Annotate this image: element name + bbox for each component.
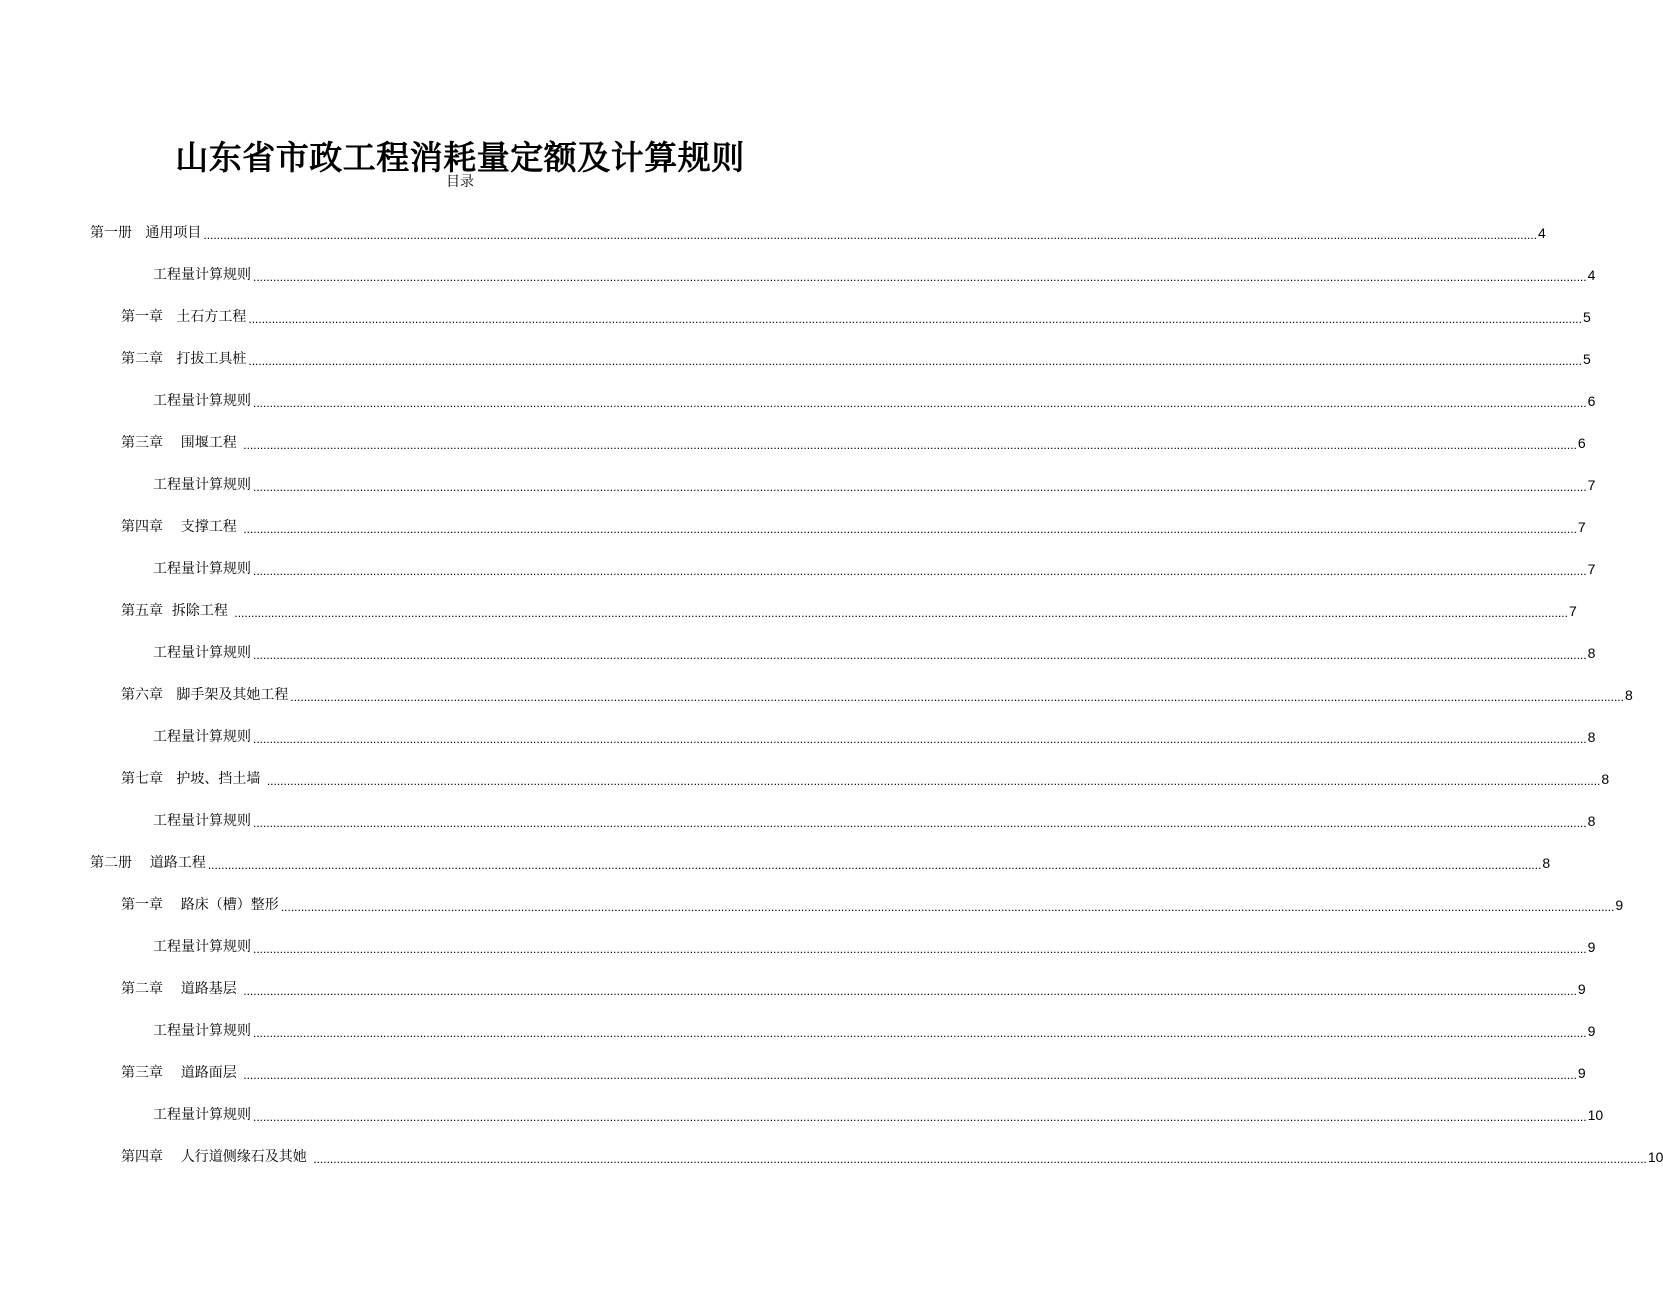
toc-page-number: 9: [1577, 1065, 1586, 1081]
toc-entry-label: 第一册 通用项目: [90, 225, 202, 241]
toc-entry[interactable]: [0, 968, 1586, 1010]
toc-dot-leader: ................................................................................................................................................................................................................................................................................................................................................................................................................: [207, 858, 1542, 872]
toc-entry-label: 第二章 打拔工具桩: [121, 351, 247, 367]
toc-entry[interactable]: [0, 464, 1596, 506]
toc-entry-label: 第二册 道路工程: [90, 855, 206, 871]
toc-entry[interactable]: [0, 800, 1596, 842]
toc-entry-label: 第六章 脚手架及其她工程: [121, 687, 289, 703]
toc-entry-label: 第五章 拆除工程: [121, 603, 233, 619]
toc-entry-label: 工程量计算规则: [153, 1023, 251, 1039]
toc-entry-label: 工程量计算规则: [153, 393, 251, 409]
toc-page-number: 9: [1587, 1023, 1596, 1039]
toc-dot-leader: ................................................................................................................................................................................................................................................................................................................................................................................................................: [253, 396, 1587, 410]
toc-page-number: 5: [1582, 351, 1591, 367]
toc-entry-label: 第四章 人行道侧缘石及其她: [121, 1149, 312, 1165]
toc-entry-label: 工程量计算规则: [153, 813, 251, 829]
toc-entry[interactable]: [0, 842, 1551, 884]
toc-entry-label: 工程量计算规则: [153, 477, 251, 493]
toc-dot-leader: ................................................................................................................................................................................................................................................................................................................................................................................................................: [253, 732, 1587, 746]
toc-page-number: 8: [1542, 855, 1551, 871]
toc-entry[interactable]: [0, 758, 1610, 800]
toc-dot-leader: ................................................................................................................................................................................................................................................................................................................................................................................................................: [253, 564, 1587, 578]
toc-entry-label: 工程量计算规则: [153, 939, 251, 955]
toc-entry-label: 第三章 围堰工程: [121, 435, 242, 451]
toc-entry[interactable]: [0, 254, 1596, 296]
toc-entry-label: 第四章 支撑工程: [121, 519, 242, 535]
toc-page-number: 7: [1587, 561, 1596, 577]
toc-entry[interactable]: [0, 506, 1586, 548]
toc-entry-label: 第一章 路床（槽）整形: [121, 897, 279, 913]
toc-heading: 目录: [446, 174, 474, 190]
toc-dot-leader: ................................................................................................................................................................................................................................................................................................................................................................................................................: [248, 312, 1582, 326]
toc-entry-label: 工程量计算规则: [153, 267, 251, 283]
toc-dot-leader: ................................................................................................................................................................................................................................................................................................................................................................................................................: [253, 270, 1587, 284]
toc-page-number: 8: [1624, 687, 1633, 703]
toc-dot-leader: ................................................................................................................................................................................................................................................................................................................................................................................................................: [290, 690, 1624, 704]
toc-dot-leader: ................................................................................................................................................................................................................................................................................................................................................................................................................: [253, 1110, 1587, 1124]
document-title: 山东省市政工程消耗量定额及计算规则: [175, 138, 745, 178]
toc-entry-label: 第三章 道路面层: [121, 1065, 242, 1081]
toc-entry-label: 第二章 道路基层: [121, 981, 242, 997]
toc-entry[interactable]: [0, 1052, 1586, 1094]
toc-entry[interactable]: [0, 632, 1596, 674]
toc-dot-leader: ................................................................................................................................................................................................................................................................................................................................................................................................................: [248, 354, 1582, 368]
toc-entry[interactable]: [0, 212, 1546, 254]
toc-entry[interactable]: [0, 296, 1591, 338]
toc-dot-leader: ................................................................................................................................................................................................................................................................................................................................................................................................................: [266, 774, 1601, 788]
toc-page-number: 4: [1587, 267, 1596, 283]
toc-dot-leader: ................................................................................................................................................................................................................................................................................................................................................................................................................: [253, 480, 1587, 494]
toc-dot-leader: ................................................................................................................................................................................................................................................................................................................................................................................................................: [243, 438, 1577, 452]
toc-page-number: 5: [1582, 309, 1591, 325]
toc-dot-leader: ................................................................................................................................................................................................................................................................................................................................................................................................................: [243, 522, 1577, 536]
toc-entry-label: 第七章 护坡、挡土墙: [121, 771, 265, 787]
toc-dot-leader: ................................................................................................................................................................................................................................................................................................................................................................................................................: [243, 1068, 1577, 1082]
toc-dot-leader: ................................................................................................................................................................................................................................................................................................................................................................................................................: [203, 228, 1537, 242]
toc-entry[interactable]: [0, 548, 1596, 590]
toc-entry[interactable]: [0, 1094, 1604, 1136]
toc-page-number: 6: [1577, 435, 1586, 451]
toc-page-number: 10: [1587, 1107, 1604, 1123]
toc-page-number: 7: [1577, 519, 1586, 535]
toc-page-number: 9: [1577, 981, 1586, 997]
toc-entry-label: 工程量计算规则: [153, 1107, 251, 1123]
toc-entry-label: 第一章 土石方工程: [121, 309, 247, 325]
toc-dot-leader: ................................................................................................................................................................................................................................................................................................................................................................................................................: [253, 942, 1587, 956]
toc-entry[interactable]: [0, 884, 1624, 926]
toc-page-number: 7: [1587, 477, 1596, 493]
toc-dot-leader: ................................................................................................................................................................................................................................................................................................................................................................................................................: [234, 606, 1568, 620]
table-of-contents: [0, 212, 1663, 1178]
toc-page-number: 8: [1587, 813, 1596, 829]
toc-entry[interactable]: [0, 380, 1596, 422]
toc-page-number: 6: [1587, 393, 1596, 409]
toc-page-number: 9: [1587, 939, 1596, 955]
toc-entry[interactable]: [0, 590, 1577, 632]
toc-page-number: 8: [1587, 645, 1596, 661]
toc-entry[interactable]: [0, 674, 1633, 716]
toc-dot-leader: ................................................................................................................................................................................................................................................................................................................................................................................................................: [243, 984, 1577, 998]
toc-entry[interactable]: [0, 338, 1591, 380]
toc-entry[interactable]: [0, 1136, 1663, 1178]
toc-entry[interactable]: [0, 422, 1586, 464]
toc-dot-leader: ................................................................................................................................................................................................................................................................................................................................................................................................................: [313, 1152, 1647, 1166]
toc-dot-leader: ................................................................................................................................................................................................................................................................................................................................................................................................................: [280, 900, 1615, 914]
toc-entry[interactable]: [0, 926, 1596, 968]
toc-page-number: 7: [1568, 603, 1577, 619]
toc-page-number: 9: [1615, 897, 1624, 913]
toc-entry[interactable]: [0, 716, 1596, 758]
toc-entry-label: 工程量计算规则: [153, 561, 251, 577]
toc-entry[interactable]: [0, 1010, 1596, 1052]
toc-dot-leader: ................................................................................................................................................................................................................................................................................................................................................................................................................: [253, 816, 1587, 830]
toc-page-number: 8: [1587, 729, 1596, 745]
toc-page-number: 10: [1647, 1149, 1663, 1165]
toc-page-number: 8: [1601, 771, 1610, 787]
toc-dot-leader: ................................................................................................................................................................................................................................................................................................................................................................................................................: [253, 1026, 1587, 1040]
toc-entry-label: 工程量计算规则: [153, 645, 251, 661]
toc-dot-leader: ................................................................................................................................................................................................................................................................................................................................................................................................................: [253, 648, 1587, 662]
toc-entry-label: 工程量计算规则: [153, 729, 251, 745]
toc-page-number: 4: [1537, 225, 1546, 241]
